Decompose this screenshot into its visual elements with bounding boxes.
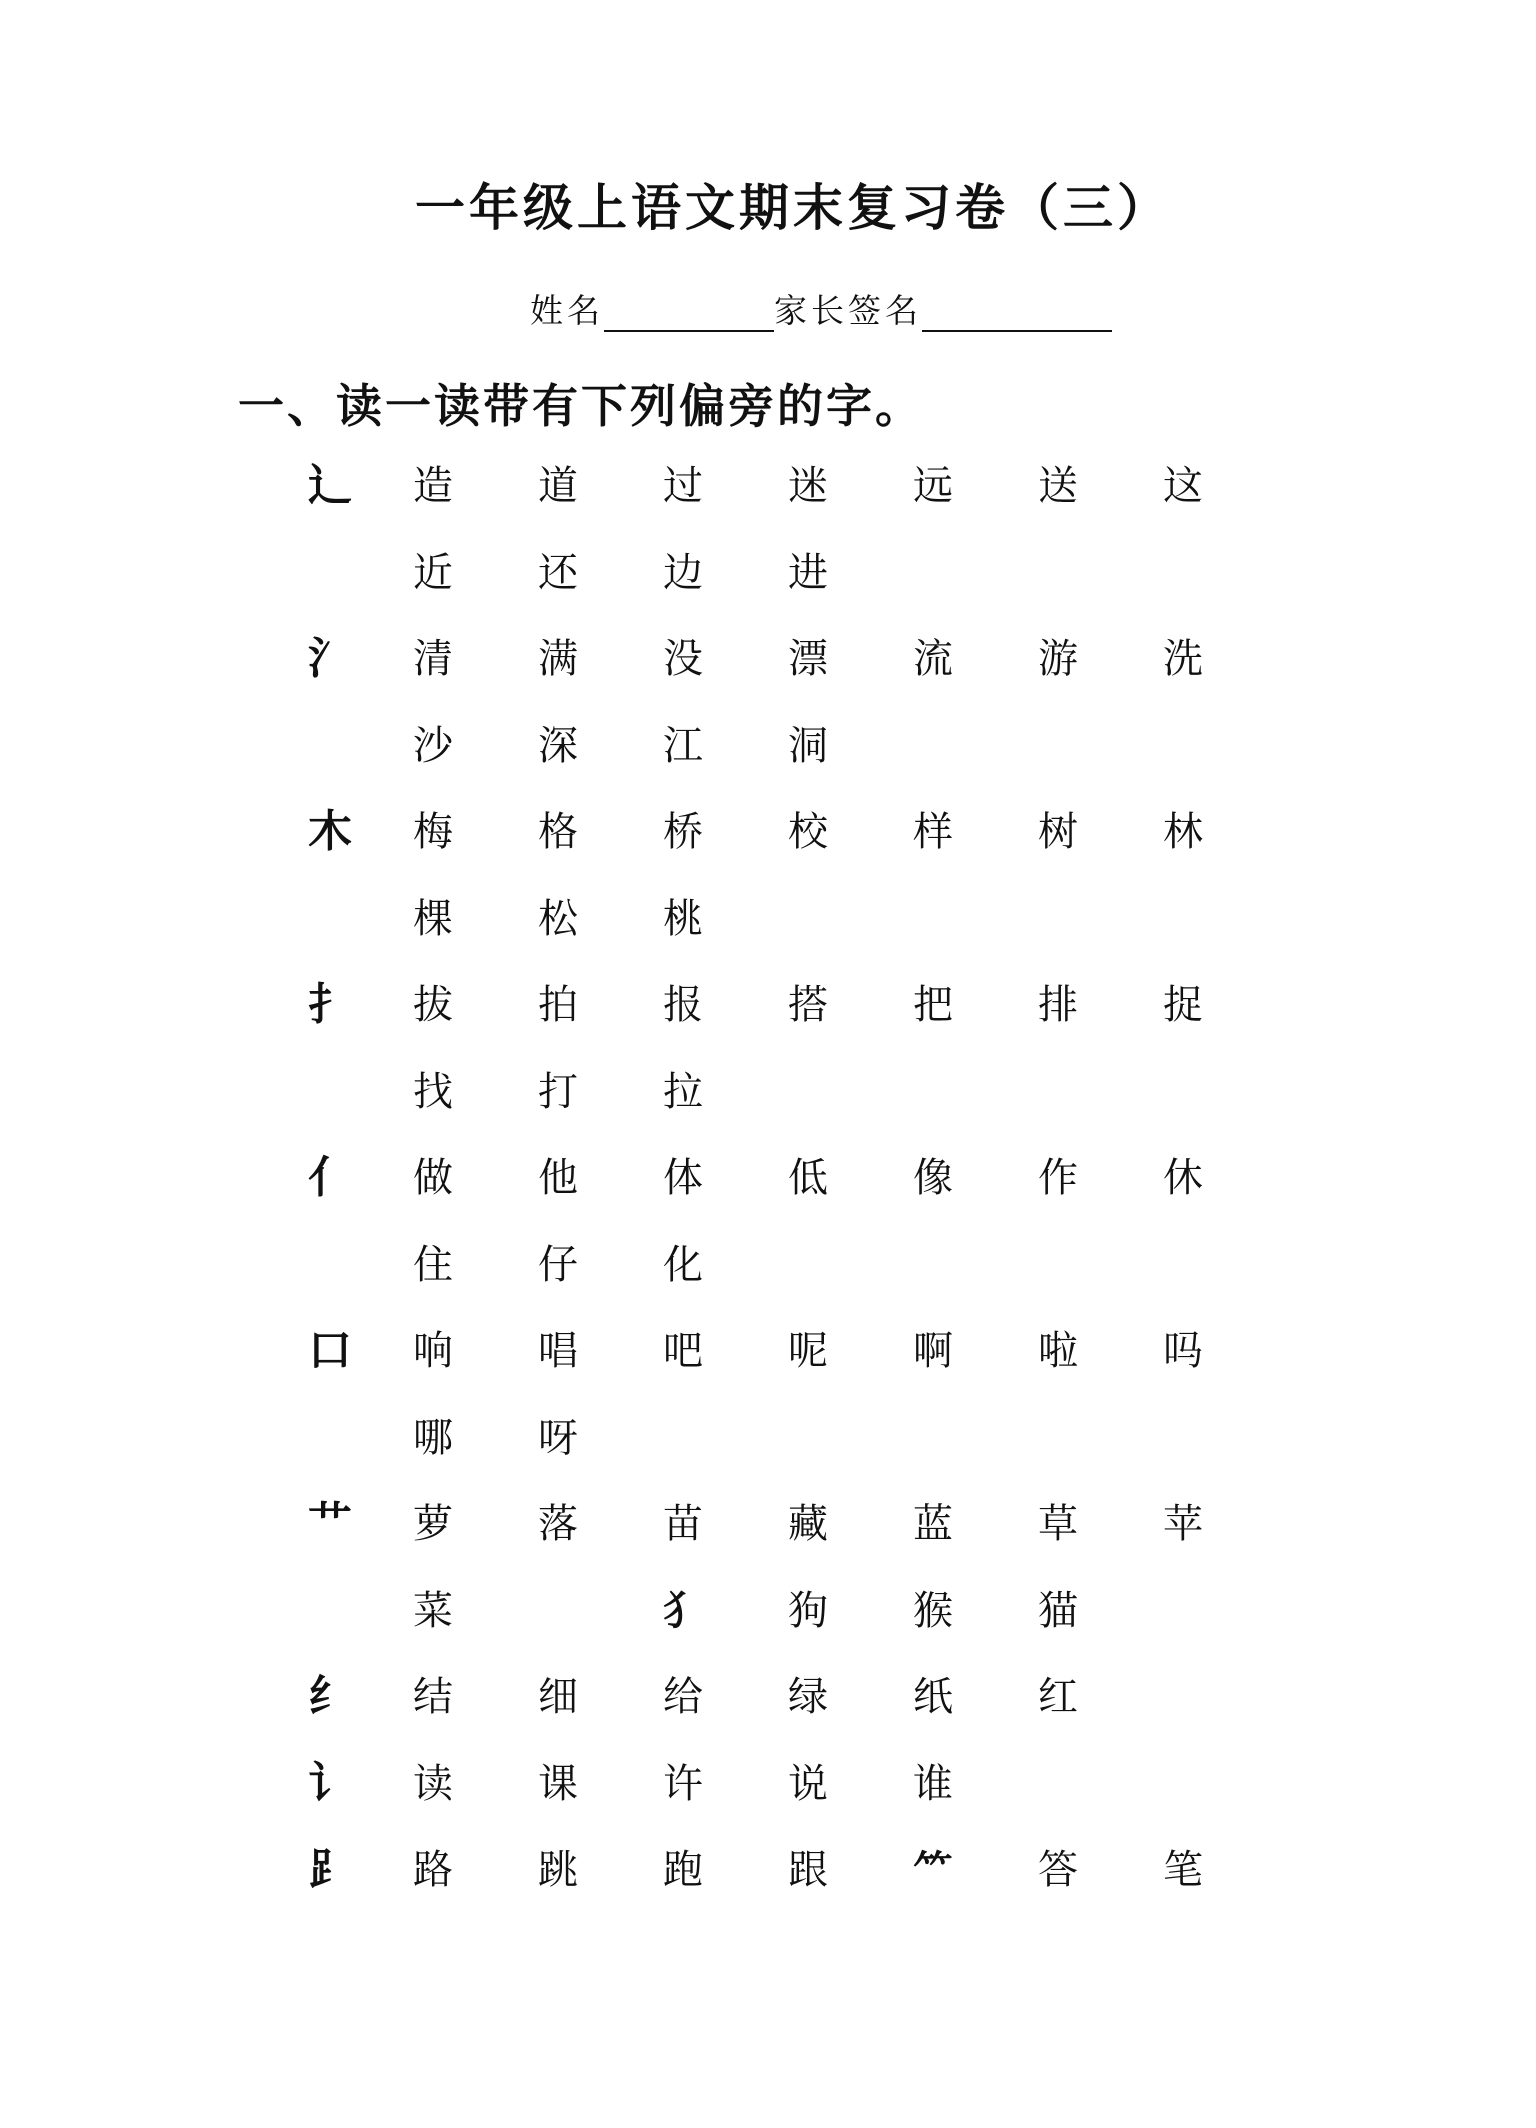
character-row [0,1235,1536,1295]
character: 呀 [538,1414,578,1461]
radical-label: 口 [308,1325,352,1376]
character: 纸 [913,1674,953,1720]
character: 路 [413,1847,453,1893]
character: 唱 [538,1328,578,1374]
character: 拔 [413,982,453,1028]
character: 排 [1038,982,1078,1028]
character: 吧 [663,1328,703,1374]
character: 棵 [413,895,453,942]
character: 哪 [413,1414,453,1461]
character: 谁 [913,1760,953,1807]
character: 沙 [413,722,453,769]
character: 许 [663,1760,703,1807]
character: 落 [538,1501,578,1547]
radical-label: 辶 [308,460,352,511]
character: 苗 [663,1501,703,1547]
character: 松 [538,895,578,942]
character: 远 [913,463,953,509]
character: 猴 [913,1587,953,1634]
character: 迷 [788,463,828,509]
character-row [0,543,1536,603]
character: 造 [413,463,453,509]
radical-label: 犭 [663,1586,703,1634]
character: 给 [663,1674,703,1720]
character: 洗 [1163,636,1203,682]
character: 啊 [913,1328,953,1374]
character: 桃 [663,895,703,942]
character-row [0,1667,1536,1727]
character-row [0,1321,1536,1381]
character: 清 [413,636,453,682]
section-heading: 一、读一读带有下列偏旁的字。 [238,379,924,433]
character-row [0,975,1536,1035]
character: 拍 [538,982,578,1028]
character: 像 [913,1155,953,1201]
character: 报 [663,982,703,1028]
character: 菜 [413,1587,453,1634]
character: 答 [1038,1847,1078,1893]
character: 进 [788,549,828,596]
character: 蓝 [913,1501,953,1547]
radical-label: ⺮ [913,1846,953,1893]
radical-label: 亻 [308,1152,352,1203]
character: 格 [538,809,578,855]
character: 江 [663,722,703,769]
character: 低 [788,1155,828,1201]
character: 啦 [1038,1328,1078,1374]
character: 校 [788,809,828,855]
character: 红 [1038,1674,1078,1720]
character: 梅 [413,809,453,855]
character: 满 [538,636,578,682]
radical-label: 木 [308,806,352,857]
character: 休 [1163,1155,1203,1201]
character: 林 [1163,809,1203,855]
radical-label: 艹 [308,1498,352,1549]
character: 没 [663,636,703,682]
character-row [0,1062,1536,1122]
character: 深 [538,722,578,769]
character: 桥 [663,809,703,855]
character: 拉 [663,1068,703,1115]
character: 把 [913,982,953,1028]
character-row [0,802,1536,862]
character: 作 [1038,1155,1078,1201]
character: 跳 [538,1847,578,1893]
character: 课 [538,1760,578,1807]
parent-signature-blank[interactable] [922,296,1112,332]
character: 体 [663,1155,703,1201]
character-row [0,716,1536,776]
character: 洞 [788,722,828,769]
character: 树 [1038,809,1078,855]
character-row [0,1408,1536,1468]
name-blank[interactable] [604,296,774,332]
page-title: 一年级上语文期末复习卷（三） [415,178,1171,237]
character: 猫 [1038,1587,1078,1634]
radical-label: ⻊ [308,1844,352,1895]
character: 送 [1038,463,1078,509]
character: 仔 [538,1241,578,1288]
character: 样 [913,809,953,855]
character: 游 [1038,636,1078,682]
character: 笔 [1163,1847,1203,1893]
character: 草 [1038,1501,1078,1547]
radical-label: 扌 [308,979,352,1030]
character: 搭 [788,982,828,1028]
character: 化 [663,1241,703,1288]
character: 读 [413,1760,453,1807]
character: 漂 [788,636,828,682]
character-row [0,1494,1536,1554]
character: 他 [538,1155,578,1201]
character: 近 [413,549,453,596]
radical-label: 纟 [308,1671,352,1722]
character: 流 [913,636,953,682]
radical-label: 讠 [308,1757,352,1809]
character-row [0,889,1536,949]
character: 说 [788,1760,828,1807]
character: 这 [1163,463,1203,509]
character: 捉 [1163,982,1203,1028]
character: 萝 [413,1501,453,1547]
character: 道 [538,463,578,509]
character: 跟 [788,1847,828,1893]
character: 呢 [788,1328,828,1374]
character: 狗 [788,1587,828,1634]
character: 绿 [788,1674,828,1720]
character: 苹 [1163,1501,1203,1547]
character-row [0,1581,1536,1641]
character: 吗 [1163,1328,1203,1374]
parent-signature-label: 家长签名 [774,291,922,330]
radical-label: 氵 [308,633,352,684]
character: 跑 [663,1847,703,1893]
character-row [0,1148,1536,1208]
character: 住 [413,1241,453,1288]
character: 打 [538,1068,578,1115]
character: 藏 [788,1501,828,1547]
character-row [0,629,1536,689]
character: 过 [663,463,703,509]
character: 还 [538,549,578,596]
character: 响 [413,1328,453,1374]
character-row [0,1840,1536,1900]
character: 结 [413,1674,453,1720]
character: 找 [413,1068,453,1115]
name-signature-line [530,285,1112,332]
character-row [0,456,1536,516]
name-label: 姓名 [530,291,604,330]
character: 细 [538,1674,578,1720]
character: 边 [663,549,703,596]
character: 做 [413,1155,453,1201]
character-row [0,1754,1536,1814]
